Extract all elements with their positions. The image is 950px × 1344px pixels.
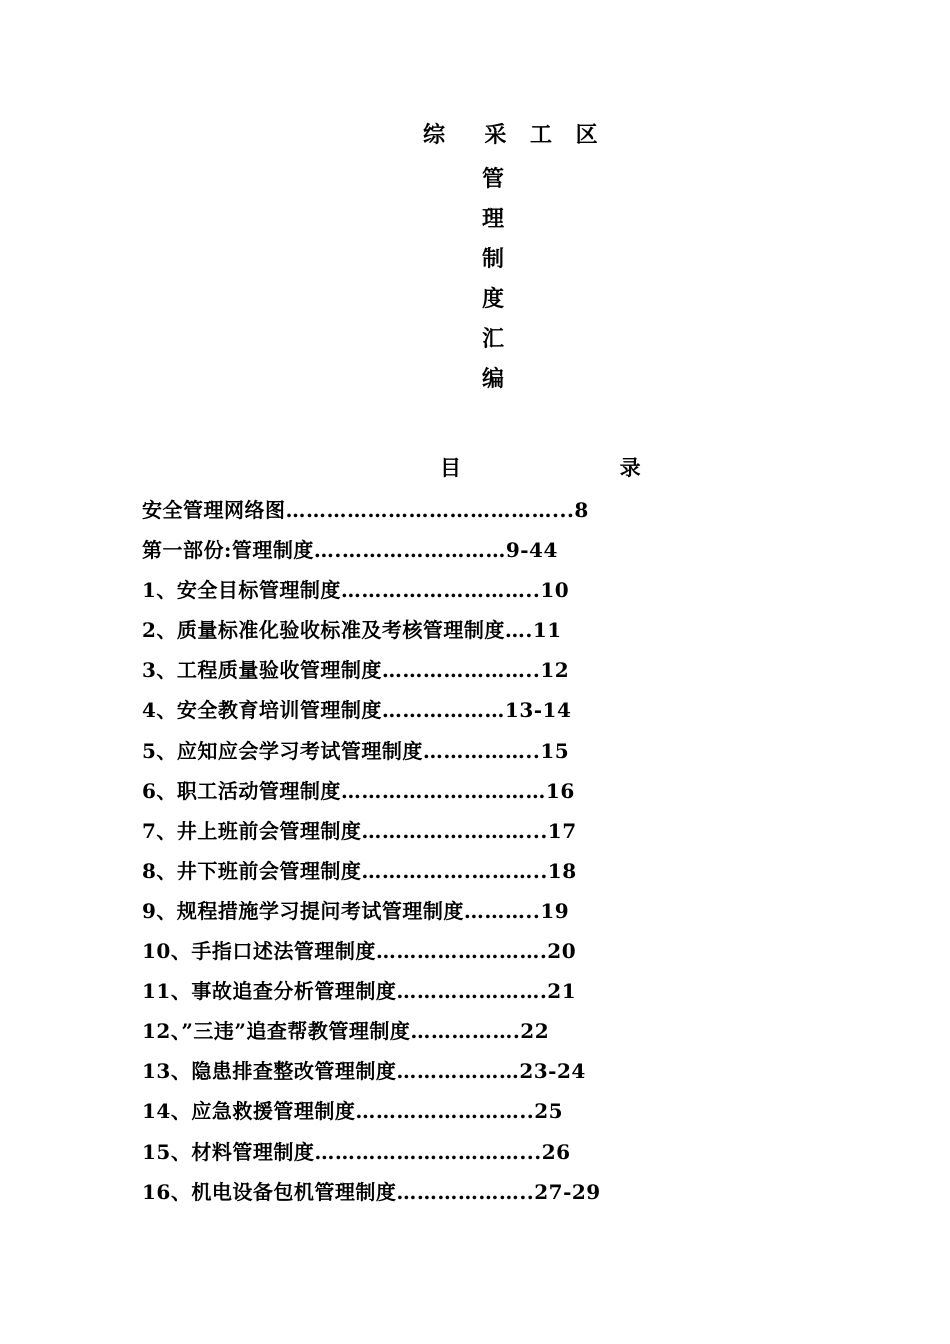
toc-entry: 14、应急救援管理制度……………………..25: [142, 1099, 564, 1124]
vertical-title-char: 理: [481, 206, 504, 232]
toc-entry: 6、职工活动管理制度…………………………16: [142, 778, 575, 803]
toc-entry: 7、井上班前会管理制度……………………...17: [142, 818, 577, 843]
vertical-title-char: 制: [481, 246, 504, 272]
toc-entry: 2、质量标准化验收标准及考核管理制度….11: [142, 618, 562, 643]
toc-entry: 1、安全目标管理制度………………………..10: [142, 578, 570, 603]
vertical-title-char: 编: [481, 366, 504, 392]
toc-entry: 3、工程质量验收管理制度…………………..12: [142, 658, 570, 683]
vertical-title-char: 度: [481, 286, 504, 312]
vertical-title-char: 管: [481, 166, 504, 192]
toc-entry: 12、”三违”追查帮教管理制度…………….22: [142, 1019, 550, 1044]
toc-entry: 4、安全教育培训管理制度………………13-14: [142, 698, 572, 723]
toc-entry: 10、手指口述法管理制度…………………….20: [142, 939, 577, 964]
document-title: 综 采 工 区: [423, 122, 606, 148]
toc-entry: 8、井下班前会管理制度…………….………..18: [142, 858, 577, 883]
toc-entry: 16、机电设备包机管理制度………………..27-29: [142, 1179, 601, 1204]
toc-entry: 11、事故追查分析管理制度………………….21: [142, 979, 577, 1004]
toc-list: [142, 490, 782, 1212]
toc-entry: 第一部份:管理制度….……………………9-44: [142, 538, 558, 563]
toc-heading: 目 录: [440, 455, 689, 480]
toc-entry: 安全管理网络图…………………………………...8: [142, 498, 589, 522]
toc-entry: 15、材料管理制度…………………………...26: [142, 1139, 571, 1164]
vertical-title-char: 汇: [481, 326, 504, 352]
toc-entry: 13、隐患排查整改管理制度………………23-24: [142, 1059, 586, 1084]
vertical-title: [478, 160, 508, 400]
toc-entry: 9、规程措施学习提问考试管理制度………..19: [142, 898, 570, 923]
toc-entry: 5、应知应会学习考试管理制度……………..15: [142, 738, 570, 763]
